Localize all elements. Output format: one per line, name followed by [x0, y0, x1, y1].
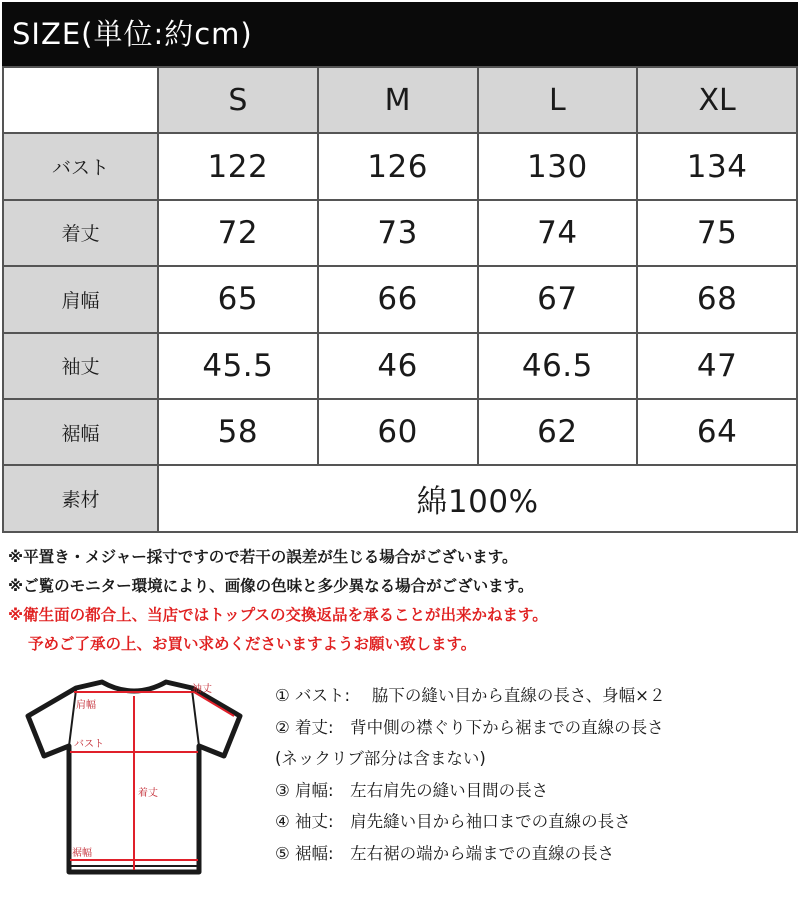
table-cell: 74	[478, 200, 638, 266]
table-cell: 67	[478, 266, 638, 332]
table-cell: 73	[318, 200, 478, 266]
table-cell: 72	[158, 200, 318, 266]
size-chart-title: SIZE(単位:約cm)	[2, 2, 798, 66]
size-header-xl: XL	[637, 67, 797, 133]
tshirt-illustration	[14, 672, 254, 897]
legend-item-bust: ① バスト: 脇下の縫い目から直線の長さ、身幅×２	[275, 686, 666, 705]
diagram-label-shoulder: 肩幅	[76, 700, 96, 711]
legend-item-shoulder: ③ 肩幅: 左右肩先の縫い目間の長さ	[275, 780, 549, 800]
row-label: 肩幅	[3, 266, 158, 332]
diagram-label-hem: 裾幅	[72, 848, 92, 859]
diagram-label-sleeve: 袖丈	[192, 684, 212, 695]
size-header-m: M	[318, 67, 478, 133]
size-header-l: L	[478, 67, 638, 133]
tshirt-diagram	[14, 672, 254, 897]
size-header-s: S	[158, 67, 318, 133]
table-cell: 65	[158, 266, 318, 332]
measurement-legend	[275, 680, 795, 869]
table-cell: 68	[637, 266, 797, 332]
table-cell: 58	[158, 399, 318, 465]
table-row-shoulder	[3, 266, 797, 332]
table-cell: 64	[637, 399, 797, 465]
table-cell: 75	[637, 200, 797, 266]
table-cell: 66	[318, 266, 478, 332]
table-row-length	[3, 200, 797, 266]
legend-item-hem: ⑤ 裾幅: 左右裾の端から端までの直線の長さ	[275, 843, 615, 863]
row-label: バスト	[3, 133, 158, 199]
legend-item-length: ② 着丈: 背中側の襟ぐり下から裾までの直線の長さ	[275, 717, 664, 737]
table-cell: 122	[158, 133, 318, 199]
diagram-label-bust: バスト	[74, 739, 104, 750]
table-cell: 130	[478, 133, 638, 199]
note-monitor: ※ご覧のモニター環境により、画像の色味と多少異なる場合がございます。	[8, 577, 534, 595]
table-cell: 45.5	[158, 333, 318, 399]
table-cell: 46.5	[478, 333, 638, 399]
table-row-bust	[3, 133, 797, 199]
table-cell: 134	[637, 133, 797, 199]
row-label: 裾幅	[3, 399, 158, 465]
material-value: 綿100%	[158, 465, 797, 531]
size-table	[2, 66, 798, 533]
table-row-sleeve	[3, 333, 797, 399]
diagram-label-length: 着丈	[138, 788, 158, 799]
table-cell: 60	[318, 399, 478, 465]
size-header-row	[3, 67, 797, 133]
table-cell: 126	[318, 133, 478, 199]
table-cell: 46	[318, 333, 478, 399]
legend-item-sleeve: ④ 袖丈: 肩先縫い目から袖口までの直線の長さ	[275, 812, 631, 831]
table-row-material	[3, 465, 797, 531]
legend-item-length-note: (ネックリブ部分は含まない)	[275, 749, 486, 768]
row-label: 素材	[3, 465, 158, 531]
table-cell: 62	[478, 399, 638, 465]
row-label: 着丈	[3, 200, 158, 266]
table-cell: 47	[637, 333, 797, 399]
note-measurement: ※平置き・メジャー採寸ですので若干の誤差が生じる場合がございます。	[8, 548, 518, 566]
row-label: 袖丈	[3, 333, 158, 399]
note-acknowledge: 予めご了承の上、お買い求めくださいますようお願い致します。	[28, 635, 477, 653]
note-no-returns: ※衛生面の都合上、当店ではトップスの交換返品を承ることが出来かねます。	[8, 606, 548, 624]
table-corner-cell	[3, 67, 158, 133]
notes-section	[8, 543, 788, 659]
table-row-hem	[3, 399, 797, 465]
